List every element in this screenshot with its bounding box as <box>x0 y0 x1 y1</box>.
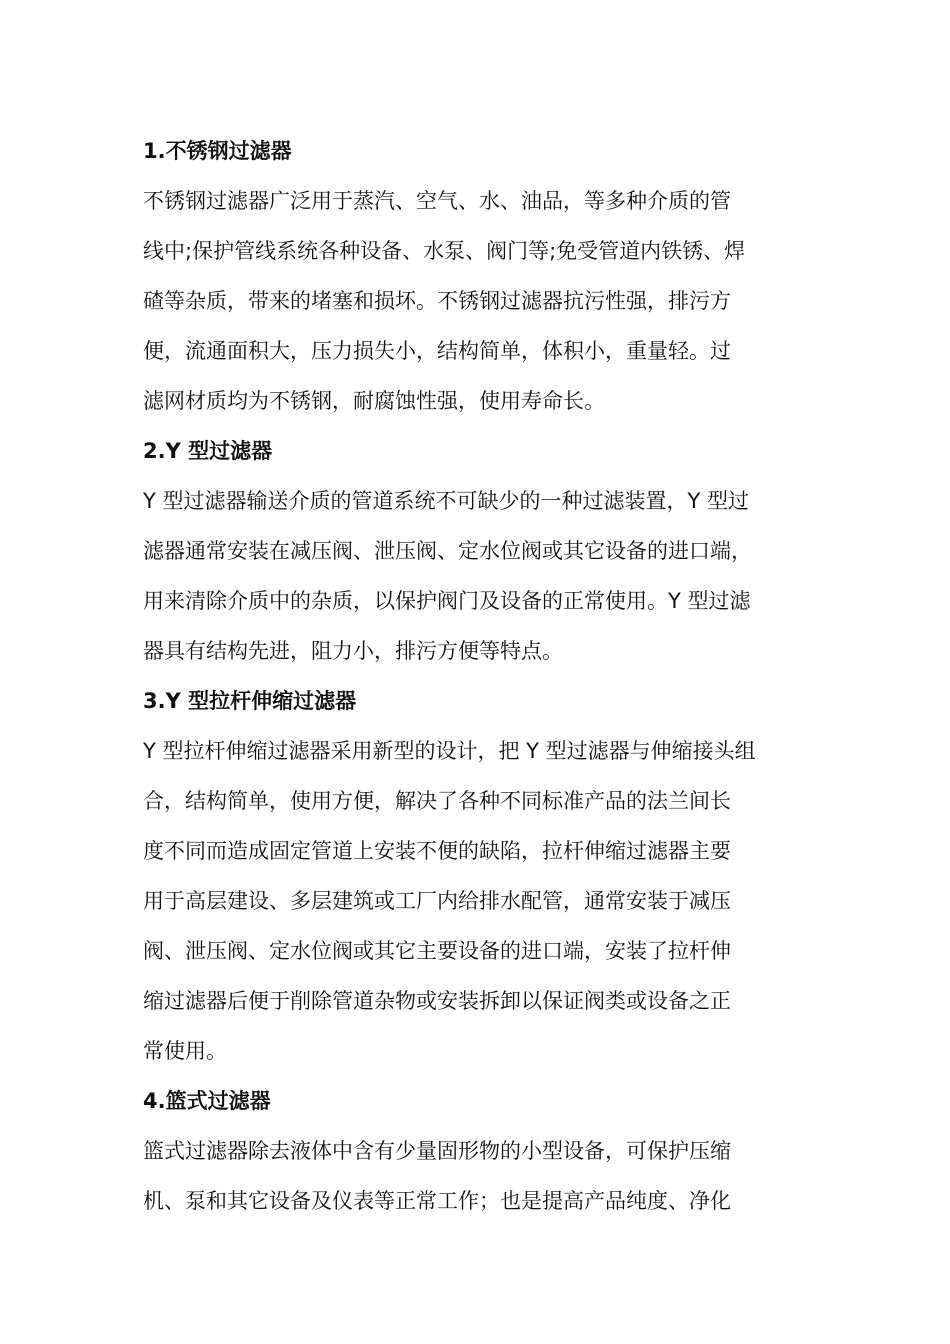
paragraph-line: 常使用。 <box>143 1039 227 1063</box>
paragraph-line: 器具有结构先进，阻力小，排污方便等特点。 <box>143 639 563 663</box>
paragraph-line: Y 型过滤器输送介质的管道系统不可缺少的一种过滤装置，Y 型过 <box>143 489 750 513</box>
paragraph-line: 合，结构简单，使用方便，解决了各种不同标准产品的法兰间长 <box>143 789 731 813</box>
section-paragraph <box>143 176 813 426</box>
paragraph-line: 机、泵和其它设备及仪表等正常工作；也是提高产品纯度、净化 <box>143 1189 731 1213</box>
section-heading: 1.不锈钢过滤器 <box>143 139 292 163</box>
paragraph-line: 篮式过滤器除去液体中含有少量固形物的小型设备，可保护压缩 <box>143 1139 731 1163</box>
paragraph-line: 便，流通面积大，压力损失小，结构简单，体积小，重量轻。过 <box>143 339 731 363</box>
paragraph-line: 阀、泄压阀、定水位阀或其它主要设备的进口端，安装了拉杆伸 <box>143 939 731 963</box>
section-paragraph <box>143 726 813 1076</box>
section-paragraph <box>143 1126 813 1226</box>
document-body <box>143 126 813 1226</box>
paragraph-line: 度不同而造成固定管道上安装不便的缺陷，拉杆伸缩过滤器主要 <box>143 839 731 863</box>
section-paragraph <box>143 476 813 676</box>
paragraph-line: 线中;保护管线系统各种设备、水泵、阀门等;免受管道内铁锈、焊 <box>143 239 746 263</box>
paragraph-line: 用来清除介质中的杂质，以保护阀门及设备的正常使用。Y 型过滤 <box>143 589 751 613</box>
paragraph-line: 滤器通常安装在减压阀、泄压阀、定水位阀或其它设备的进口端， <box>143 539 752 563</box>
paragraph-line: Y 型拉杆伸缩过滤器采用新型的设计，把 Y 型过滤器与伸缩接头组 <box>143 739 756 763</box>
paragraph-line: 碴等杂质，带来的堵塞和损坏。不锈钢过滤器抗污性强，排污方 <box>143 289 731 313</box>
paragraph-line: 用于高层建设、多层建筑或工厂内给排水配管，通常安装于减压 <box>143 889 731 913</box>
paragraph-line: 不锈钢过滤器广泛用于蒸汽、空气、水、油品，等多种介质的管 <box>143 189 731 213</box>
section-heading: 3.Y 型拉杆伸缩过滤器 <box>143 689 357 713</box>
paragraph-line: 滤网材质均为不锈钢，耐腐蚀性强，使用寿命长。 <box>143 389 605 413</box>
section-heading: 4.篮式过滤器 <box>143 1089 271 1113</box>
section-heading: 2.Y 型过滤器 <box>143 439 273 463</box>
paragraph-line: 缩过滤器后便于削除管道杂物或安装拆卸以保证阀类或设备之正 <box>143 989 731 1013</box>
